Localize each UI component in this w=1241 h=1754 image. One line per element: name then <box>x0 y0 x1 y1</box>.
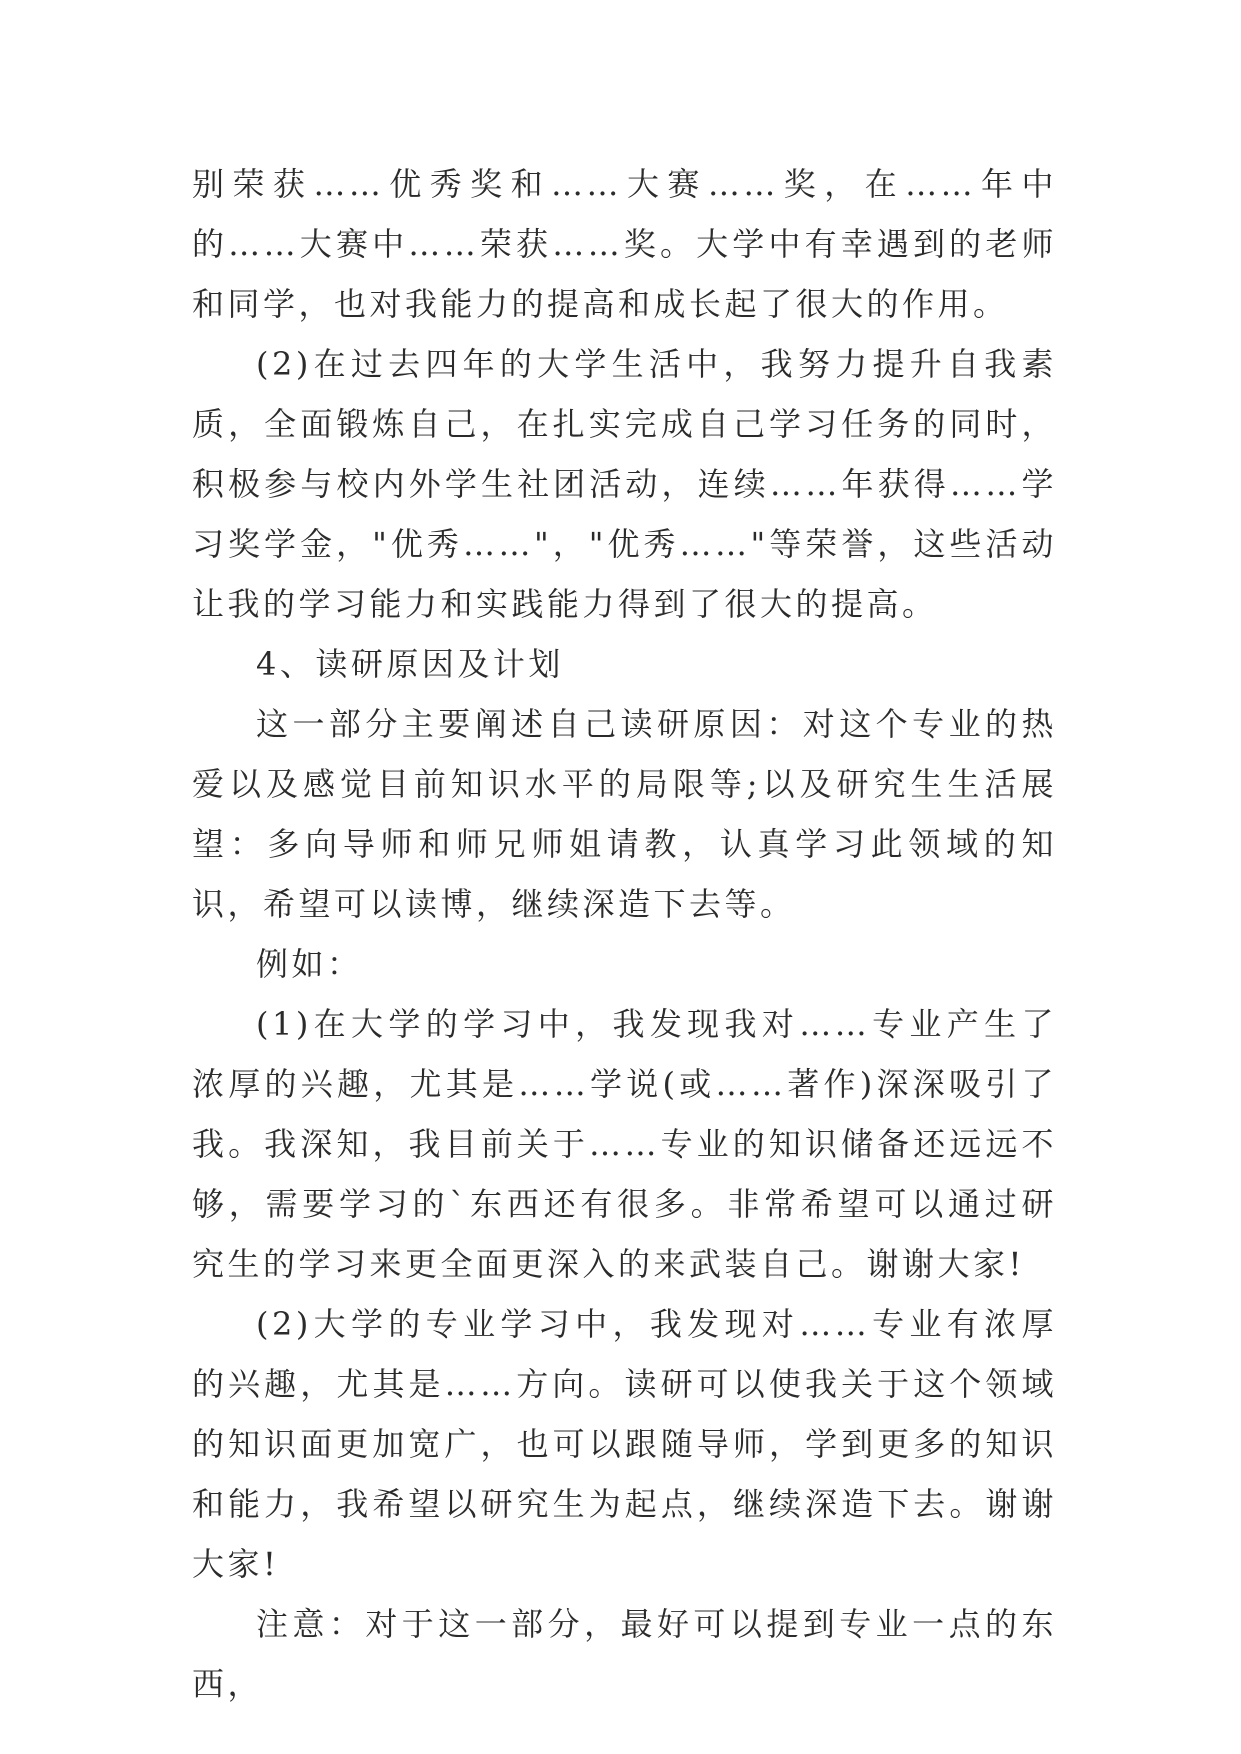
paragraph-example-2: (2)大学的专业学习中，我发现对……专业有浓厚的兴趣，尤其是……方向。读研可以使我关于这个领域的知识面更加宽广，也可以跟随导师，学到更多的知识和能力，我希望以研究生为起点，继续深造下去。谢谢大家! <box>192 1305 1057 1583</box>
paragraph-example-label: 例如： <box>256 945 363 983</box>
paragraph-example-1: (1)在大学的学习中，我发现我对……专业产生了浓厚的兴趣，尤其是……学说(或……著作)深深吸引了我。我深知，我目前关于……专业的知识储备还远远不够，需要学习的`东西还有很多。非常希望可以通过研究生的学习来更全面更深入的来武装自己。谢谢大家! <box>192 1005 1057 1283</box>
paragraph-awards-continued: 别荣获……优秀奖和……大赛……奖，在……年中的……大赛中……荣获……奖。大学中有幸遇到的老师和同学，也对我能力的提高和成长起了很大的作用。 <box>192 165 1057 323</box>
paragraph-note: 注意：对于这一部分，最好可以提到专业一点的东西， <box>192 1605 1057 1703</box>
document-body <box>192 154 1057 1714</box>
section-heading-research-reasons: 4、读研原因及计划 <box>256 645 564 683</box>
paragraph-example-2-activities: (2)在过去四年的大学生活中，我努力提升自我素质，全面锻炼自己，在扎实完成自己学习任务的同时，积极参与校内外学生社团活动，连续……年获得……学习奖学金，"优秀……"，"优秀……"等荣誉，这些活动让我的学习能力和实践能力得到了很大的提高。 <box>192 345 1057 623</box>
paragraph-section-overview: 这一部分主要阐述自己读研原因：对这个专业的热爱以及感觉目前知识水平的局限等;以及研究生生活展望：多向导师和师兄师姐请教，认真学习此领域的知识，希望可以读博，继续深造下去等。 <box>192 705 1057 923</box>
